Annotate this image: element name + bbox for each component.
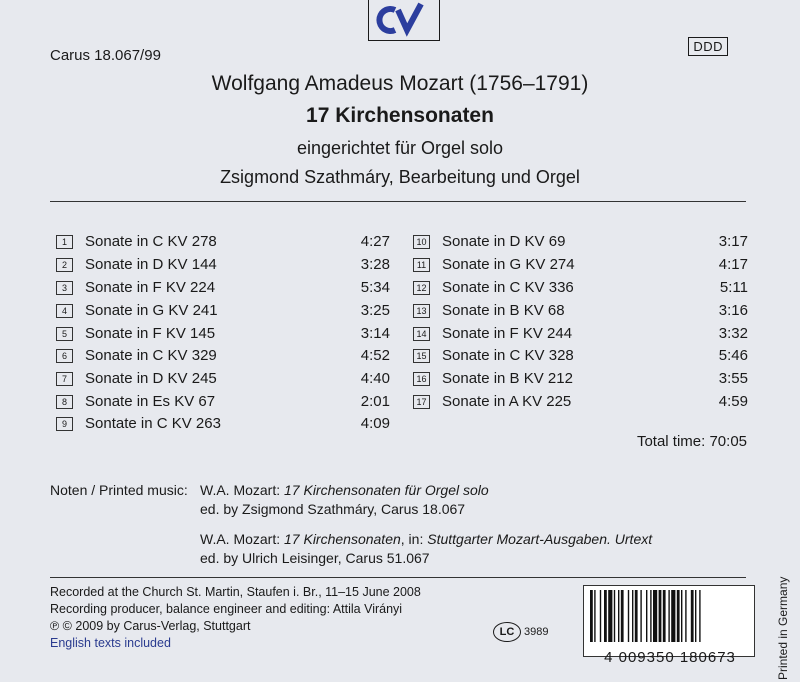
track-time: 3:28 bbox=[360, 256, 390, 273]
barcode-bar bbox=[628, 590, 629, 642]
track-time: 4:59 bbox=[718, 393, 748, 410]
track-item bbox=[413, 392, 748, 412]
english-texts-note: English texts included bbox=[50, 636, 171, 650]
track-item bbox=[56, 414, 390, 434]
track-time: 3:14 bbox=[360, 325, 390, 342]
barcode-bar bbox=[632, 590, 633, 642]
track-time: 3:17 bbox=[718, 233, 748, 250]
track-item bbox=[56, 301, 390, 321]
barcode-bar bbox=[681, 590, 682, 642]
track-time: 3:55 bbox=[718, 370, 748, 387]
barcode-bar bbox=[668, 590, 669, 642]
track-time: 4:52 bbox=[360, 347, 390, 364]
barcode-bar bbox=[604, 590, 607, 642]
track-number: 12 bbox=[413, 281, 430, 295]
label-code-badge: LC bbox=[493, 622, 521, 642]
work-subtitle: eingerichtet für Orgel solo bbox=[296, 138, 504, 158]
track-title: Sonate in D KV 144 bbox=[85, 256, 217, 273]
work-title: 17 Kirchensonaten bbox=[306, 104, 494, 127]
track-title: Sonate in C KV 278 bbox=[85, 233, 217, 250]
barcode-bar bbox=[646, 590, 647, 642]
track-time: 5:11 bbox=[719, 279, 748, 296]
printed-music-label: Noten / Printed music: bbox=[50, 482, 188, 498]
track-number: 3 bbox=[56, 281, 73, 295]
barcode-bar bbox=[653, 590, 657, 642]
track-number: 11 bbox=[413, 258, 430, 272]
track-item bbox=[413, 346, 748, 366]
barcode-bar bbox=[600, 590, 601, 642]
track-item bbox=[413, 232, 748, 252]
pm1-editor: ed. by Zsigmond Szathmáry, Carus 18.067 bbox=[200, 501, 466, 517]
track-title: Sonate in F KV 244 bbox=[442, 325, 573, 342]
track-time: 4:40 bbox=[360, 370, 390, 387]
track-number: 17 bbox=[413, 395, 430, 409]
track-item bbox=[56, 369, 390, 389]
divider bbox=[50, 577, 746, 578]
pm2-editor: ed. by Ulrich Leisinger, Carus 51.067 bbox=[200, 550, 430, 566]
pm1-title: 17 Kirchensonaten für Orgel solo bbox=[284, 482, 489, 498]
track-number: 4 bbox=[56, 304, 73, 318]
track-number: 6 bbox=[56, 349, 73, 363]
label-code bbox=[493, 622, 548, 642]
divider bbox=[50, 201, 746, 202]
track-title: Sonate in C KV 336 bbox=[442, 279, 574, 296]
track-title: Sonate in Es KV 67 bbox=[85, 393, 216, 410]
track-time: 2:01 bbox=[360, 393, 390, 410]
printed-music-entry-1 bbox=[200, 482, 489, 498]
carus-logo-icon bbox=[369, 0, 439, 40]
barcode-bar bbox=[677, 590, 680, 642]
barcode-bar bbox=[618, 590, 619, 642]
pm2-mid: , in: bbox=[400, 531, 428, 547]
barcode-bar bbox=[659, 590, 662, 642]
barcode-bar bbox=[699, 590, 700, 642]
track-time: 4:17 bbox=[718, 256, 748, 273]
track-time: 5:46 bbox=[718, 347, 748, 364]
track-title: Sonate in D KV 245 bbox=[85, 370, 217, 387]
catalog-number: Carus 18.067/99 bbox=[50, 47, 161, 64]
track-item bbox=[413, 324, 748, 344]
pm1-prefix: W.A. Mozart: bbox=[200, 482, 285, 498]
track-title: Sonate in C KV 328 bbox=[442, 347, 574, 364]
track-title: Sonate in G KV 241 bbox=[85, 302, 218, 319]
performer-credit: Zsigmond Szathmáry, Bearbeitung und Orgel bbox=[220, 167, 580, 187]
barcode-bar bbox=[614, 590, 615, 642]
track-item bbox=[413, 278, 748, 298]
track-title: Sonate in B KV 68 bbox=[442, 302, 565, 319]
track-title: Sonate in C KV 329 bbox=[85, 347, 217, 364]
pm2-title: 17 Kirchensonaten bbox=[284, 531, 401, 547]
recording-producer: Recording producer, balance engineer and editing: Attila Virányi bbox=[50, 602, 403, 616]
track-number: 14 bbox=[413, 327, 430, 341]
barcode-bars-icon bbox=[584, 586, 754, 644]
format-badge: DDD bbox=[688, 37, 728, 56]
track-number: 16 bbox=[413, 372, 430, 386]
barcode bbox=[583, 585, 755, 657]
track-title: Sonate in G KV 274 bbox=[442, 256, 575, 273]
track-title: Sonate in F KV 145 bbox=[85, 325, 216, 342]
barcode-bar bbox=[685, 590, 686, 642]
barcode-bar bbox=[621, 590, 624, 642]
composer-heading: Wolfgang Amadeus Mozart (1756–1791) bbox=[211, 72, 589, 95]
track-item bbox=[413, 255, 748, 275]
barcode-bar bbox=[691, 590, 694, 642]
track-number: 1 bbox=[56, 235, 73, 249]
track-title: Sonate in D KV 69 bbox=[442, 233, 566, 250]
track-time: 3:25 bbox=[360, 302, 390, 319]
copyright: ℗ © 2009 by Carus-Verlag, Stuttgart bbox=[50, 619, 251, 633]
track-item bbox=[413, 369, 748, 389]
track-time: 4:27 bbox=[360, 233, 390, 250]
track-item bbox=[56, 346, 390, 366]
track-item bbox=[56, 278, 390, 298]
barcode-bar bbox=[663, 590, 666, 642]
track-title: Sontate in C KV 263 bbox=[85, 415, 221, 432]
recording-location: Recorded at the Church St. Martin, Staufen i. Br., 11–15 June 2008 bbox=[50, 585, 421, 599]
track-number: 15 bbox=[413, 349, 430, 363]
printed-in: Printed in Germany bbox=[776, 576, 790, 680]
track-item bbox=[56, 255, 390, 275]
track-number: 13 bbox=[413, 304, 430, 318]
barcode-number: 4 009350 180673 bbox=[604, 649, 736, 666]
barcode-bar bbox=[590, 590, 593, 642]
barcode-bar bbox=[635, 590, 638, 642]
track-number: 7 bbox=[56, 372, 73, 386]
track-title: Sonate in B KV 212 bbox=[442, 370, 573, 387]
barcode-bar bbox=[671, 590, 675, 642]
track-time: 5:34 bbox=[360, 279, 390, 296]
track-number: 2 bbox=[56, 258, 73, 272]
track-time: 4:09 bbox=[360, 415, 390, 432]
barcode-bar bbox=[695, 590, 696, 642]
carus-logo bbox=[368, 0, 440, 41]
track-time: 3:16 bbox=[718, 302, 748, 319]
pm2-prefix: W.A. Mozart: bbox=[200, 531, 285, 547]
track-item bbox=[56, 232, 390, 252]
track-item bbox=[56, 392, 390, 412]
track-title: Sonate in A KV 225 bbox=[442, 393, 572, 410]
track-number: 9 bbox=[56, 417, 73, 431]
total-time: Total time: 70:05 bbox=[636, 433, 747, 450]
barcode-bar bbox=[594, 590, 595, 642]
barcode-bar bbox=[640, 590, 641, 642]
track-number: 8 bbox=[56, 395, 73, 409]
track-item bbox=[56, 324, 390, 344]
pm2-series: Stuttgarter Mozart-Ausgaben. Urtext bbox=[427, 531, 653, 547]
track-title: Sonate in F KV 224 bbox=[85, 279, 216, 296]
label-code-number: 3989 bbox=[524, 626, 549, 638]
track-item bbox=[413, 301, 748, 321]
track-number: 10 bbox=[413, 235, 430, 249]
barcode-bar bbox=[608, 590, 612, 642]
printed-music-entry-2 bbox=[200, 531, 652, 547]
track-number: 5 bbox=[56, 327, 73, 341]
track-time: 3:32 bbox=[718, 325, 748, 342]
barcode-bar bbox=[650, 590, 651, 642]
